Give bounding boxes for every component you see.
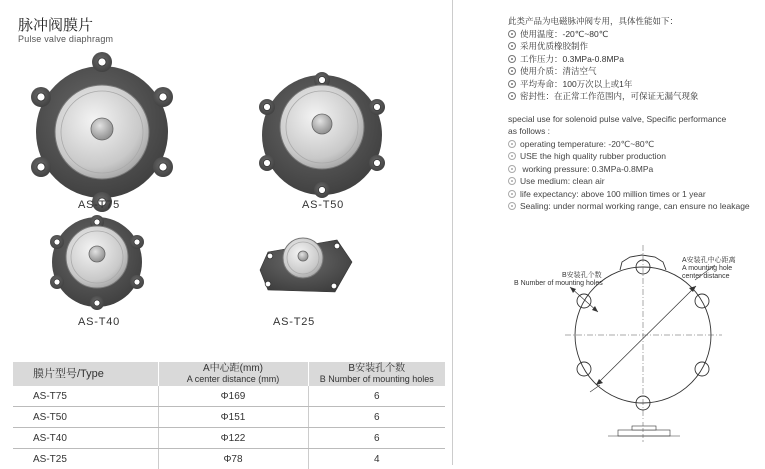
bullet-icon <box>508 202 516 210</box>
spec-intro-en-2: as follows : <box>508 125 750 138</box>
spec-item-zh: 平均寿命：100万次以上或1年 <box>508 78 750 91</box>
spec-intro-zh: 此类产品为电磁脉冲阀专用，具体性能如下： <box>508 15 750 28</box>
bullet-icon <box>508 30 516 38</box>
page-subtitle: Pulse valve diaphragm <box>18 34 113 44</box>
diaphragm-as-t75 <box>31 52 173 212</box>
table-row <box>13 407 445 428</box>
cell-type: AS-T75 <box>13 386 158 407</box>
product-label-as-t40: AS-T40 <box>78 316 120 328</box>
cell-mounting-holes: 6 <box>308 428 445 449</box>
cell-center-distance: Φ122 <box>158 428 308 449</box>
spec-item-en: Sealing: under normal working range, can ensure no leakage <box>508 200 750 213</box>
bullet-icon <box>508 55 516 63</box>
cell-type: AS-T40 <box>13 428 158 449</box>
cell-mounting-holes: 6 <box>308 407 445 428</box>
specifications <box>508 15 750 213</box>
bullet-icon <box>508 92 516 100</box>
spec-item-en: Use medium: clean air <box>508 175 750 188</box>
spec-intro-en-1: special use for solenoid pulse valve, Specific performance <box>508 113 750 126</box>
spec-item-zh: 使用温度：-20℃~80℃ <box>508 28 750 41</box>
cell-center-distance: Φ78 <box>158 449 308 469</box>
header-mounting-holes: B安装孔个数 B Number of mounting holes <box>308 362 445 386</box>
table-header-row <box>13 362 445 386</box>
product-label-as-t50: AS-T50 <box>302 199 344 211</box>
diagram-label-a: A安装孔中心距离 A mounting hole center distance <box>682 257 736 281</box>
diagram-label-b: B安装孔个数 B Number of mounting holes <box>514 272 603 288</box>
cell-mounting-holes: 4 <box>308 449 445 469</box>
spec-item-zh: 工作压力：0.3MPa-0.8MPa <box>508 53 750 66</box>
product-illustrations <box>0 0 452 360</box>
bullet-icon <box>508 42 516 50</box>
bullet-icon <box>508 140 516 148</box>
cell-mounting-holes: 6 <box>308 386 445 407</box>
cell-center-distance: Φ169 <box>158 386 308 407</box>
bullet-icon <box>508 190 516 198</box>
bullet-icon <box>508 152 516 160</box>
spec-item-en: operating temperature: -20℃~80℃ <box>508 138 750 151</box>
vertical-divider <box>452 0 453 465</box>
product-label-as-t25: AS-T25 <box>273 316 315 328</box>
spec-item-en: life expectancy: above 100 million times or 1 year <box>508 188 750 201</box>
spec-item-zh: 密封性：在正常工作范围内，可保证无漏气现象 <box>508 90 750 103</box>
header-type: 膜片型号/Type <box>13 362 158 386</box>
bullet-icon <box>508 177 516 185</box>
cell-type: AS-T25 <box>13 449 158 469</box>
diaphragm-as-t25 <box>260 238 352 292</box>
spec-item-zh: 采用优质橡胶制作 <box>508 40 750 53</box>
spec-item-en: working pressure: 0.3MPa-0.8MPa <box>508 163 750 176</box>
cell-center-distance: Φ151 <box>158 407 308 428</box>
spec-item-en: USE the high quality rubber production <box>508 150 750 163</box>
page-title: 脉冲阀膜片 <box>18 14 93 35</box>
table-row <box>13 449 445 469</box>
cell-type: AS-T50 <box>13 407 158 428</box>
spec-item-zh: 使用介质：清洁空气 <box>508 65 750 78</box>
table-row <box>13 386 445 407</box>
table-row <box>13 428 445 449</box>
diaphragm-as-t50 <box>259 72 385 198</box>
bullet-icon <box>508 80 516 88</box>
bullet-icon <box>508 165 516 173</box>
type-table <box>13 362 445 469</box>
diaphragm-as-t40 <box>50 215 144 310</box>
product-label-as-t75: AS-T75 <box>78 199 120 211</box>
header-center-distance: A中心距(mm) A center distance (mm) <box>158 362 308 386</box>
bullet-icon <box>508 67 516 75</box>
